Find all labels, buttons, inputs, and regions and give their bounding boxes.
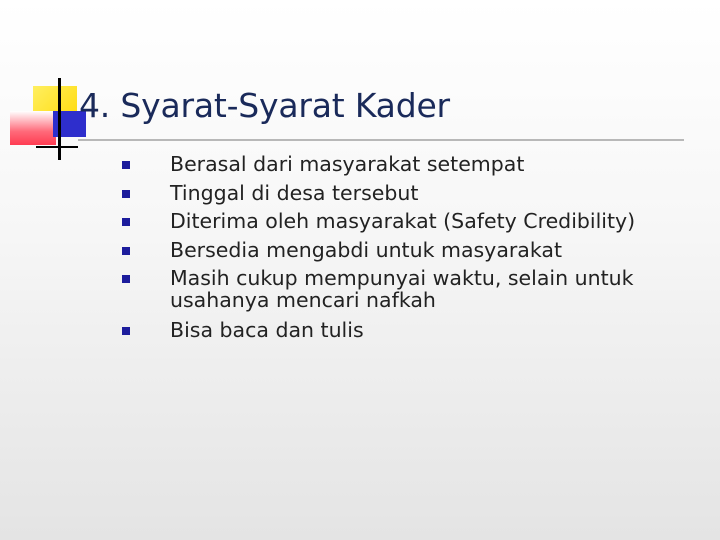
list-item-text: Masih cukup mempunyai waktu, selain untuk usahanya mencari nafkah — [170, 266, 634, 312]
slide-title: 4. Syarat-Syarat Kader — [79, 86, 450, 125]
title-underline — [78, 139, 684, 141]
square-bullet-icon — [122, 327, 130, 335]
list-item — [122, 208, 682, 235]
list-item — [122, 151, 682, 178]
square-bullet-icon — [122, 218, 130, 226]
list-item — [122, 265, 682, 315]
square-bullet-icon — [122, 161, 130, 169]
logo-horizontal-line — [36, 146, 78, 148]
list-item-text: Tinggal di desa tersebut — [170, 180, 419, 205]
list-item-text: Berasal dari masyarakat setempat — [170, 152, 525, 176]
list-item-text: Bisa baca dan tulis — [170, 317, 364, 342]
list-item-text: Bersedia mengabdi untuk masyarakat — [170, 237, 562, 262]
square-bullet-icon — [122, 247, 130, 255]
bullet-list — [122, 151, 682, 345]
logo-red-square — [10, 111, 56, 145]
list-item — [122, 237, 682, 264]
list-item — [122, 317, 682, 344]
list-item — [122, 180, 682, 207]
square-bullet-icon — [122, 275, 130, 283]
list-item-text: Diterima oleh masyarakat (Safety Credibility) — [170, 209, 636, 233]
square-bullet-icon — [122, 190, 130, 198]
